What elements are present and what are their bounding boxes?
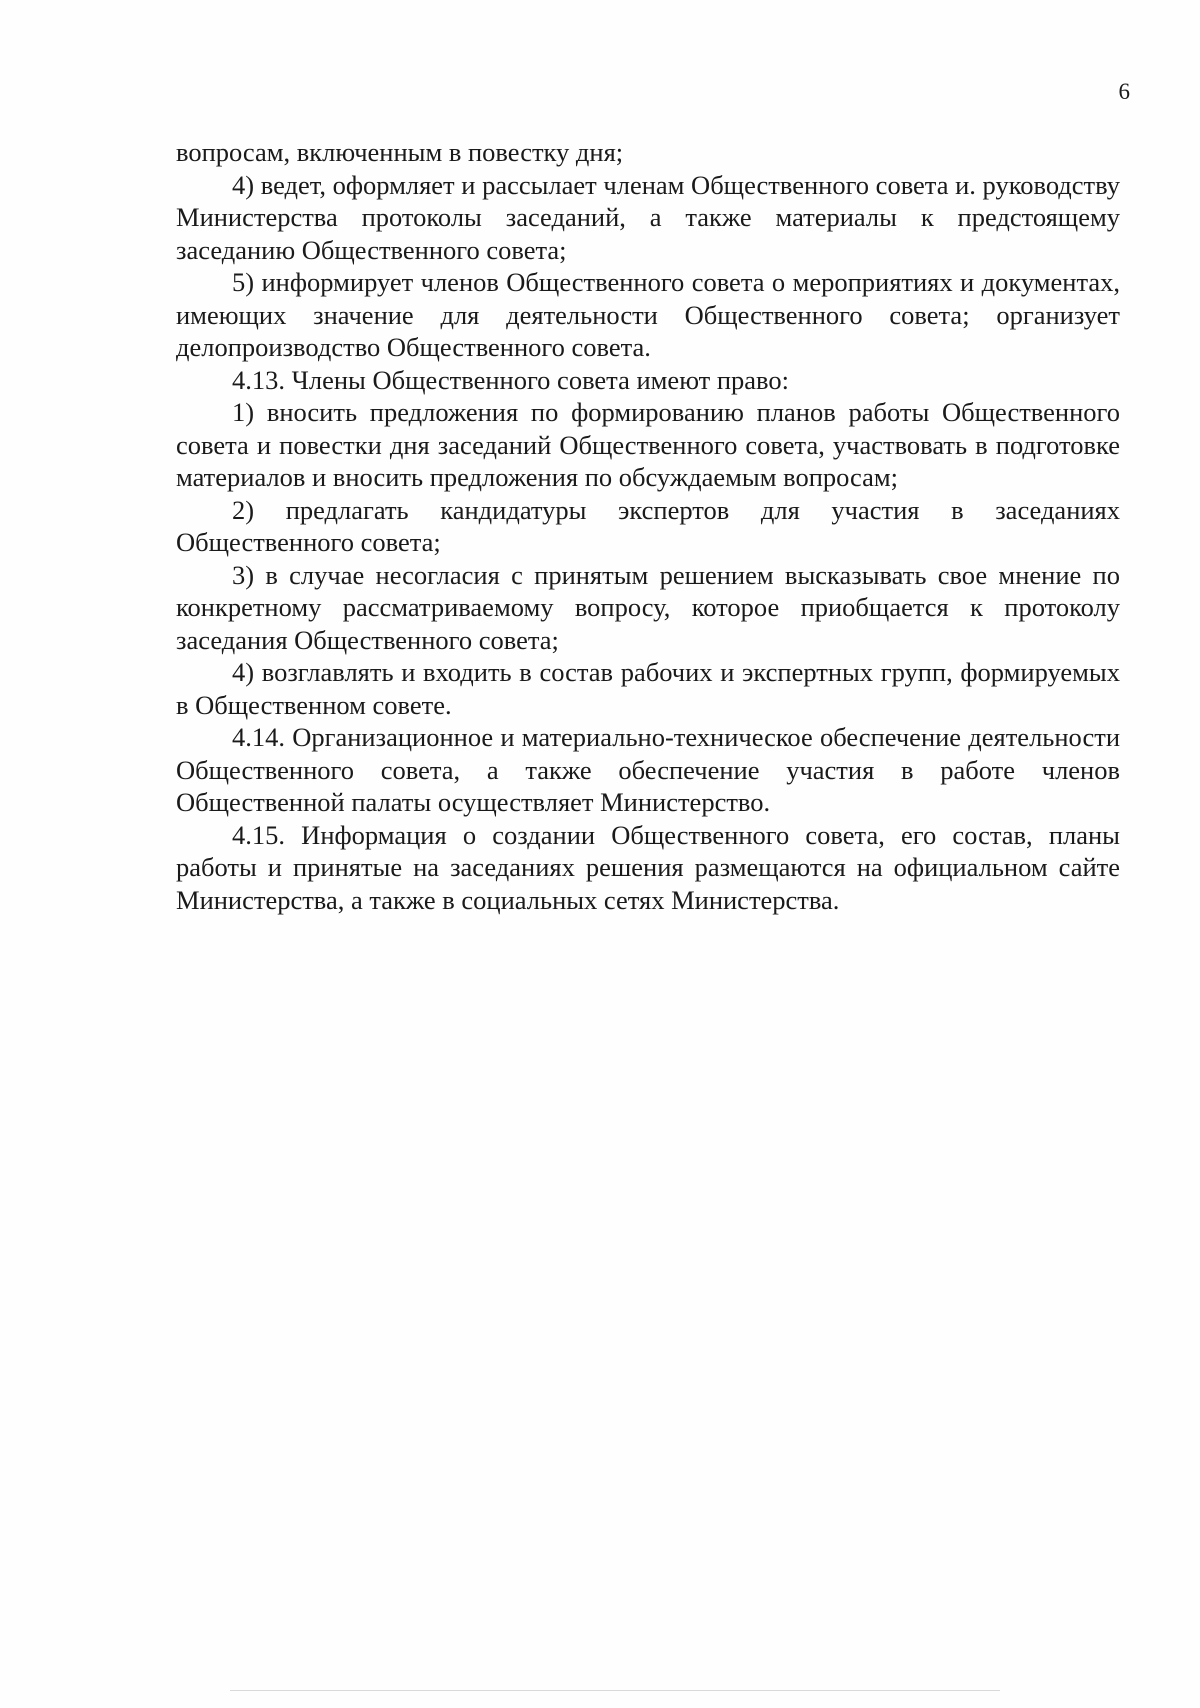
paragraph-4-13: 4.13. Члены Общественного совета имеют право: [232, 364, 789, 395]
paragraph-4-14: 4.14. Организационное и материально-техническое обеспечение деятельности Общественного совета, а также обеспечение участия в работе членов Общественной палаты осуществляет Министерство. [176, 722, 1120, 817]
document-body [176, 136, 1120, 916]
paragraph-right-4: 4) возглавлять и входить в состав рабочих и экспертных групп, формируемых в Общественном совете. [176, 657, 1120, 720]
paragraph-right-2: 2) предлагать кандидатуры экспертов для участия в заседаниях Общественного совета; [176, 494, 1120, 557]
paragraph-continuation: вопросам, включенным в повестку дня; [176, 137, 624, 167]
paragraph-item-5: 5) информирует членов Общественного совета о мероприятиях и документах, имеющих значение для деятельности Общественного совета; организует делопроизводство Общественного совета. [176, 267, 1120, 362]
paragraph-right-3: 3) в случае несогласия с принятым решением высказывать свое мнение по конкретному рассматриваемому вопросу, которое приобщается к протоколу заседания Общественного совета; [176, 559, 1120, 655]
page-number: 6 [1118, 79, 1130, 104]
scan-edge-line [230, 1690, 1000, 1691]
paragraph-item-4: 4) ведет, оформляет и рассылает членам Общественного совета и. руководству Министерства протоколы заседаний, а также материалы к предстоящему заседанию Общественного совета; [176, 169, 1120, 265]
paragraph-4-15: 4.15. Информация о создании Общественного совета, его состав, планы работы и принятые на заседаниях решения размещаются на официальном сайте Министерства, а также в социальных сетях Министерства. [176, 819, 1120, 915]
paragraph-right-1: 1) вносить предложения по формированию планов работы Общественного совета и повестки дня заседаний Общественного совета, участвовать в подготовке материалов и вносить предложения по обсуждаемым вопросам; [176, 397, 1120, 492]
